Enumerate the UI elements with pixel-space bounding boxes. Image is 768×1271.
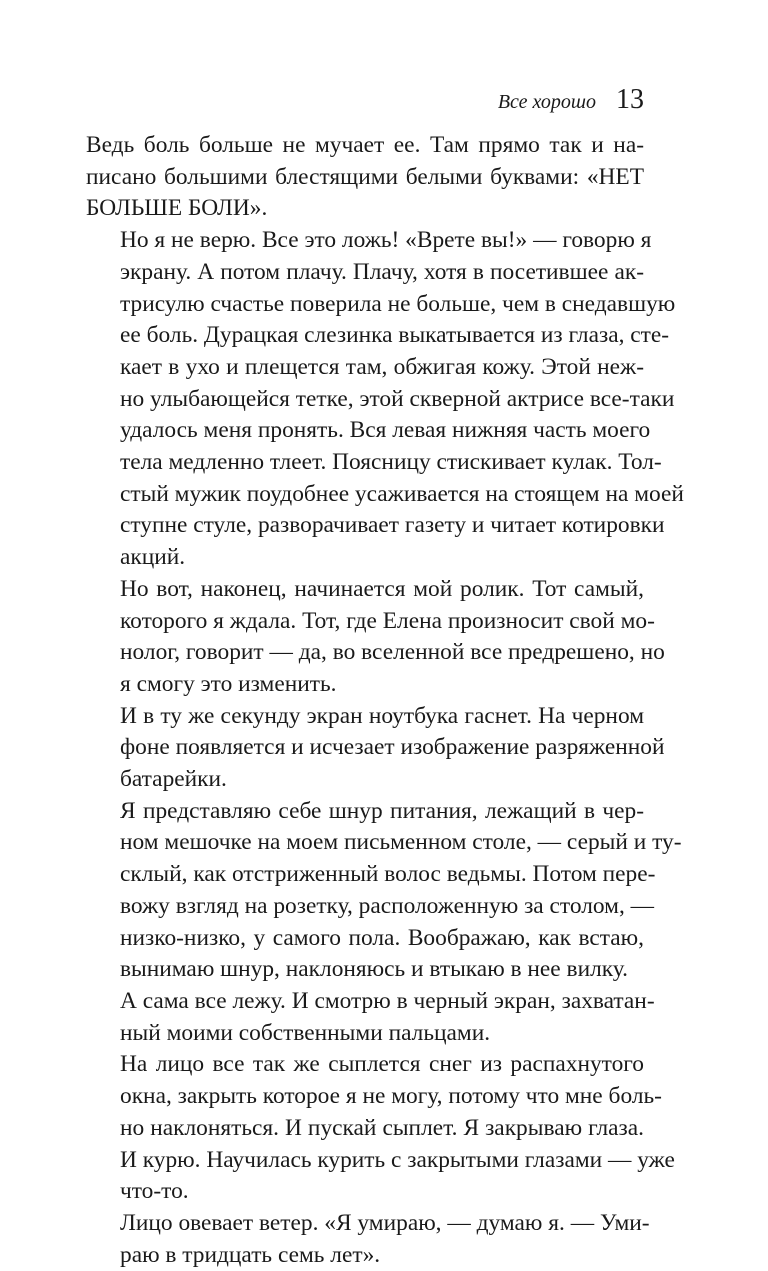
paragraph <box>86 574 665 701</box>
text-line: И в ту же секунду экран ноутбука гаснет. На черном <box>120 702 644 729</box>
text-line: ступне стуле, разворачивает газету и читает котировки <box>120 512 665 539</box>
text-line: На лицо все так же сыплется снег из распахнутого <box>120 1051 644 1078</box>
text-line: низко-низко, у самого пола. Воображаю, как встаю, <box>120 924 644 951</box>
text-line: писано большими блестящими белыми буквами: «НЕТ <box>86 163 644 190</box>
text-line: акций. <box>120 544 186 571</box>
text-line: И курю. Научилась курить с закрытыми глазами — уже <box>120 1146 675 1173</box>
page-number: 13 <box>616 84 644 115</box>
text-line: склый, как отстриженный волос ведьмы. Потом пере- <box>120 861 656 888</box>
text-line: что-то. <box>120 1178 189 1205</box>
text-line: трисулю счастье поверила не больше, чем в снедавшую <box>120 290 676 317</box>
paragraph <box>86 701 665 796</box>
text-line: ее боль. Дурацкая слезинка выкатывается из глаза, сте- <box>120 322 670 349</box>
paragraph <box>86 986 655 1049</box>
text-line: вынимаю шнур, наклоняюсь и втыкаю в нее вилку. <box>120 956 629 983</box>
text-line: батарейки. <box>120 766 227 793</box>
text-line: БОЛЬШЕ БОЛИ». <box>86 195 268 222</box>
paragraph <box>86 796 682 986</box>
text-line: Ведь боль больше не мучает ее. Там прямо так и на- <box>86 132 644 158</box>
text-line: кает в ухо и плещется там, обжигая кожу. Этой неж- <box>120 353 644 380</box>
text-line: А сама все лежу. И смотрю в черный экран, захватан- <box>120 987 655 1014</box>
paragraph <box>86 1049 675 1208</box>
text-line: раю в тридцать семь лет». <box>120 1241 381 1268</box>
body-text <box>86 130 684 1271</box>
text-line: удалось меня пронять. Вся левая нижняя часть моего <box>120 417 651 444</box>
text-line: Но вот, наконец, начинается мой ролик. Тот самый, <box>120 575 644 602</box>
text-line: которого я ждала. Тот, где Елена произносит свой мо- <box>120 607 655 634</box>
text-line: Но я не верю. Все это ложь! «Врете вы!» — говорю я <box>120 227 652 254</box>
text-line: окна, закрыть которое я не могу, потому что мне боль- <box>120 1083 662 1110</box>
text-line: но наклоняться. И пускай сыплет. Я закрываю глаза. <box>120 1114 644 1141</box>
text-line: стый мужик поудобнее усаживается на стоящем на моей <box>120 480 684 507</box>
text-line: но улыбающейся тетке, этой скверной актрисе все-таки <box>120 385 675 412</box>
text-line: тела медленно тлеет. Поясницу стискивает кулак. Тол- <box>120 449 662 476</box>
paragraph <box>86 225 684 574</box>
text-line: ном мешочке на моем письменном столе, — серый и ту- <box>120 829 682 856</box>
text-line: Я представляю себе шнур питания, лежащий в чер- <box>120 797 644 824</box>
text-line: нолог, говорит — да, во вселенной все предрешено, но <box>120 639 665 666</box>
paragraph <box>86 130 644 225</box>
text-line: Лицо овевает ветер. «Я умираю, — думаю я. — Уми- <box>120 1209 650 1236</box>
text-line: ный моими собственными пальцами. <box>120 1019 491 1046</box>
paragraph <box>86 1208 650 1271</box>
text-line: фоне появляется и исчезает изображение разряженной <box>120 734 665 761</box>
text-line: экрану. А потом плачу. Плачу, хотя в посетившее ак- <box>120 258 644 285</box>
text-line: вожу взгляд на розетку, расположенную за столом, — <box>120 892 655 919</box>
text-line: я смогу это изменить. <box>120 670 337 697</box>
running-title: Все хорошо <box>497 91 596 113</box>
running-header <box>498 84 644 124</box>
